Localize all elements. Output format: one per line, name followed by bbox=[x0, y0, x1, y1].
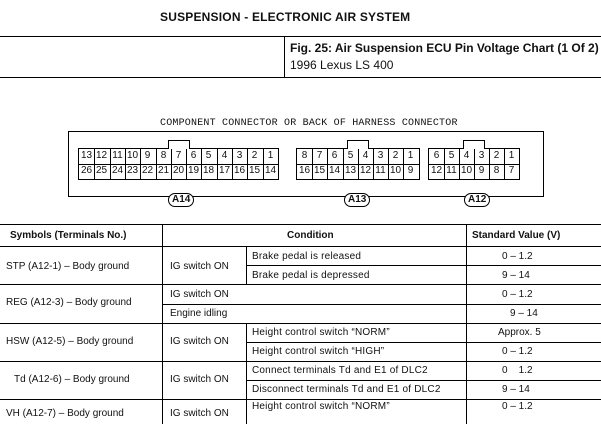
connector-pin-number: 7 bbox=[316, 150, 323, 161]
connector-key-tab bbox=[463, 140, 485, 149]
connector-pin-number: 2 bbox=[251, 150, 258, 161]
row-value: 0 – 1.2 bbox=[502, 289, 533, 300]
connector-pin-number: 5 bbox=[347, 150, 354, 161]
connector-pin-number: 1 bbox=[407, 150, 414, 161]
row-symbol: HSW (A12-5) – Body ground bbox=[6, 336, 134, 347]
table-rule bbox=[0, 224, 601, 225]
table-column-divider bbox=[466, 224, 467, 424]
row-symbol: VH (A12-7) – Body ground bbox=[6, 408, 124, 419]
section-title: SUSPENSION - ELECTRONIC AIR SYSTEM bbox=[160, 10, 411, 24]
table-column-divider bbox=[246, 246, 247, 284]
header-symbols: Symbols (Terminals No.) bbox=[10, 230, 127, 241]
row-sub-condition: Brake pedal is released bbox=[252, 251, 362, 262]
table-column-divider bbox=[162, 224, 163, 424]
connector-block-a12 bbox=[428, 148, 520, 180]
connector-pin-number: 16 bbox=[233, 165, 246, 176]
table-rule bbox=[0, 361, 601, 362]
figure-title: Fig. 25: Air Suspension ECU Pin Voltage Chart (1 Of 2) bbox=[290, 41, 599, 55]
connector-pin-number: 14 bbox=[264, 165, 277, 176]
row-sub-condition: Connect terminals Td and E1 of DLC2 bbox=[252, 365, 428, 376]
row-sub-condition: Height control switch “NORM” bbox=[252, 327, 390, 338]
connector-key-tab bbox=[168, 140, 190, 149]
table-rule bbox=[162, 304, 601, 305]
connector-pin-number: 15 bbox=[248, 165, 261, 176]
row-condition: IG switch ON bbox=[170, 289, 229, 300]
vehicle-label: 1996 Lexus LS 400 bbox=[290, 58, 394, 72]
table-rule bbox=[246, 380, 601, 381]
connector-pin-number: 13 bbox=[344, 165, 357, 176]
header-standard-value: Standard Value (V) bbox=[472, 230, 561, 241]
connector-pin-number: 20 bbox=[172, 165, 185, 176]
connector-pin-number: 10 bbox=[389, 165, 402, 176]
connector-pin-number: 19 bbox=[187, 165, 200, 176]
connector-pin-number: 14 bbox=[328, 165, 341, 176]
table-column-divider bbox=[246, 399, 247, 424]
figure-divider bbox=[284, 37, 285, 77]
connector-pin-number: 3 bbox=[236, 150, 243, 161]
connector-pin-number: 4 bbox=[463, 150, 470, 161]
connector-pin-number: 12 bbox=[359, 165, 372, 176]
connector-pin-number: 11 bbox=[375, 165, 386, 176]
connector-pin-number: 13 bbox=[80, 150, 93, 161]
table-column-divider bbox=[246, 361, 247, 399]
connector-pin-number: 26 bbox=[80, 165, 93, 176]
row-sub-condition: Brake pedal is depressed bbox=[252, 270, 370, 281]
connector-pin-number: 23 bbox=[126, 165, 139, 176]
row-value: 0 – 1.2 bbox=[502, 251, 533, 262]
connector-caption: COMPONENT CONNECTOR OR BACK OF HARNESS CONNECTOR bbox=[160, 118, 458, 129]
connector-pin-number: 5 bbox=[205, 150, 212, 161]
connector-label-a13: A13 bbox=[344, 193, 370, 207]
connector-pin-number: 11 bbox=[446, 165, 457, 176]
row-value: 9 – 14 bbox=[510, 308, 538, 319]
connector-pin-number: 4 bbox=[221, 150, 228, 161]
row-condition: IG switch ON bbox=[170, 374, 229, 385]
row-sub-condition: Disconnect terminals Td and E1 of DLC2 bbox=[252, 384, 441, 395]
connector-pin-number: 6 bbox=[190, 150, 197, 161]
row-sub-condition: Height control switch “HIGH” bbox=[252, 346, 385, 357]
row-condition: IG switch ON bbox=[170, 261, 229, 272]
header-condition: Condition bbox=[287, 230, 334, 241]
table-rule bbox=[0, 399, 601, 400]
row-value: 0 1.2 bbox=[502, 365, 533, 376]
connector-pin-number: 8 bbox=[160, 150, 167, 161]
connector-key-tab bbox=[347, 140, 369, 149]
connector-pin-number: 9 bbox=[144, 150, 151, 161]
connector-pin-number: 10 bbox=[460, 165, 473, 176]
connector-pin-number: 8 bbox=[301, 150, 308, 161]
row-value: 0 – 1.2 bbox=[502, 401, 533, 412]
connector-pin-number: 9 bbox=[478, 165, 485, 176]
table-rule bbox=[246, 265, 601, 266]
table-rule bbox=[0, 246, 601, 247]
connector-pin-number: 10 bbox=[126, 150, 139, 161]
connector-pin-number: 21 bbox=[157, 165, 170, 176]
row-sub-condition: Height control switch “NORM” bbox=[252, 401, 390, 412]
connector-pin-number: 5 bbox=[448, 150, 455, 161]
figure-header bbox=[0, 37, 601, 78]
row-symbol: STP (A12-1) – Body ground bbox=[6, 261, 130, 272]
connector-pin-number: 9 bbox=[407, 165, 414, 176]
connector-pin-number: 24 bbox=[111, 165, 124, 176]
table-rule bbox=[0, 323, 601, 324]
connector-pin-number: 7 bbox=[175, 150, 182, 161]
row-condition: Engine idling bbox=[170, 308, 228, 319]
connector-pin-number: 22 bbox=[141, 165, 154, 176]
section-header bbox=[0, 0, 601, 37]
row-symbol: REG (A12-3) – Body ground bbox=[6, 297, 132, 308]
connector-pin-number: 12 bbox=[95, 150, 108, 161]
connector-pin-number: 7 bbox=[508, 165, 515, 176]
connector-pin-number: 16 bbox=[298, 165, 311, 176]
connector-pin-number: 12 bbox=[430, 165, 443, 176]
connector-pin-number: 4 bbox=[362, 150, 369, 161]
row-condition: IG switch ON bbox=[170, 336, 229, 347]
connector-pin-number: 6 bbox=[433, 150, 440, 161]
connector-pin-number: 3 bbox=[478, 150, 485, 161]
connector-pin-number: 8 bbox=[493, 165, 500, 176]
connector-label-a12: A12 bbox=[464, 193, 490, 207]
connector-pin-number: 3 bbox=[377, 150, 384, 161]
connector-pin-number: 15 bbox=[313, 165, 326, 176]
connector-pin-number: 18 bbox=[202, 165, 215, 176]
connector-pin-number: 25 bbox=[95, 165, 108, 176]
connector-pin-number: 1 bbox=[508, 150, 515, 161]
connector-pin-number: 6 bbox=[331, 150, 338, 161]
row-value: 0 – 1.2 bbox=[502, 346, 533, 357]
connector-pin-number: 11 bbox=[112, 150, 123, 161]
row-symbol: Td (A12-6) – Body ground bbox=[14, 374, 130, 385]
connector-pin-number: 2 bbox=[392, 150, 399, 161]
connector-pin-number: 2 bbox=[493, 150, 500, 161]
connector-label-a14: A14 bbox=[168, 193, 194, 207]
table-rule bbox=[0, 284, 601, 285]
row-condition: IG switch ON bbox=[170, 408, 229, 419]
table-column-divider bbox=[246, 323, 247, 361]
connector-pin-number: 1 bbox=[267, 150, 274, 161]
connector-block-a13 bbox=[296, 148, 420, 180]
connector-pin-number: 17 bbox=[218, 165, 231, 176]
row-value: 9 – 14 bbox=[502, 384, 530, 395]
connector-block-a14 bbox=[78, 148, 279, 180]
table-rule bbox=[246, 342, 601, 343]
row-value: Approx. 5 bbox=[498, 327, 541, 338]
row-value: 9 – 14 bbox=[502, 270, 530, 281]
